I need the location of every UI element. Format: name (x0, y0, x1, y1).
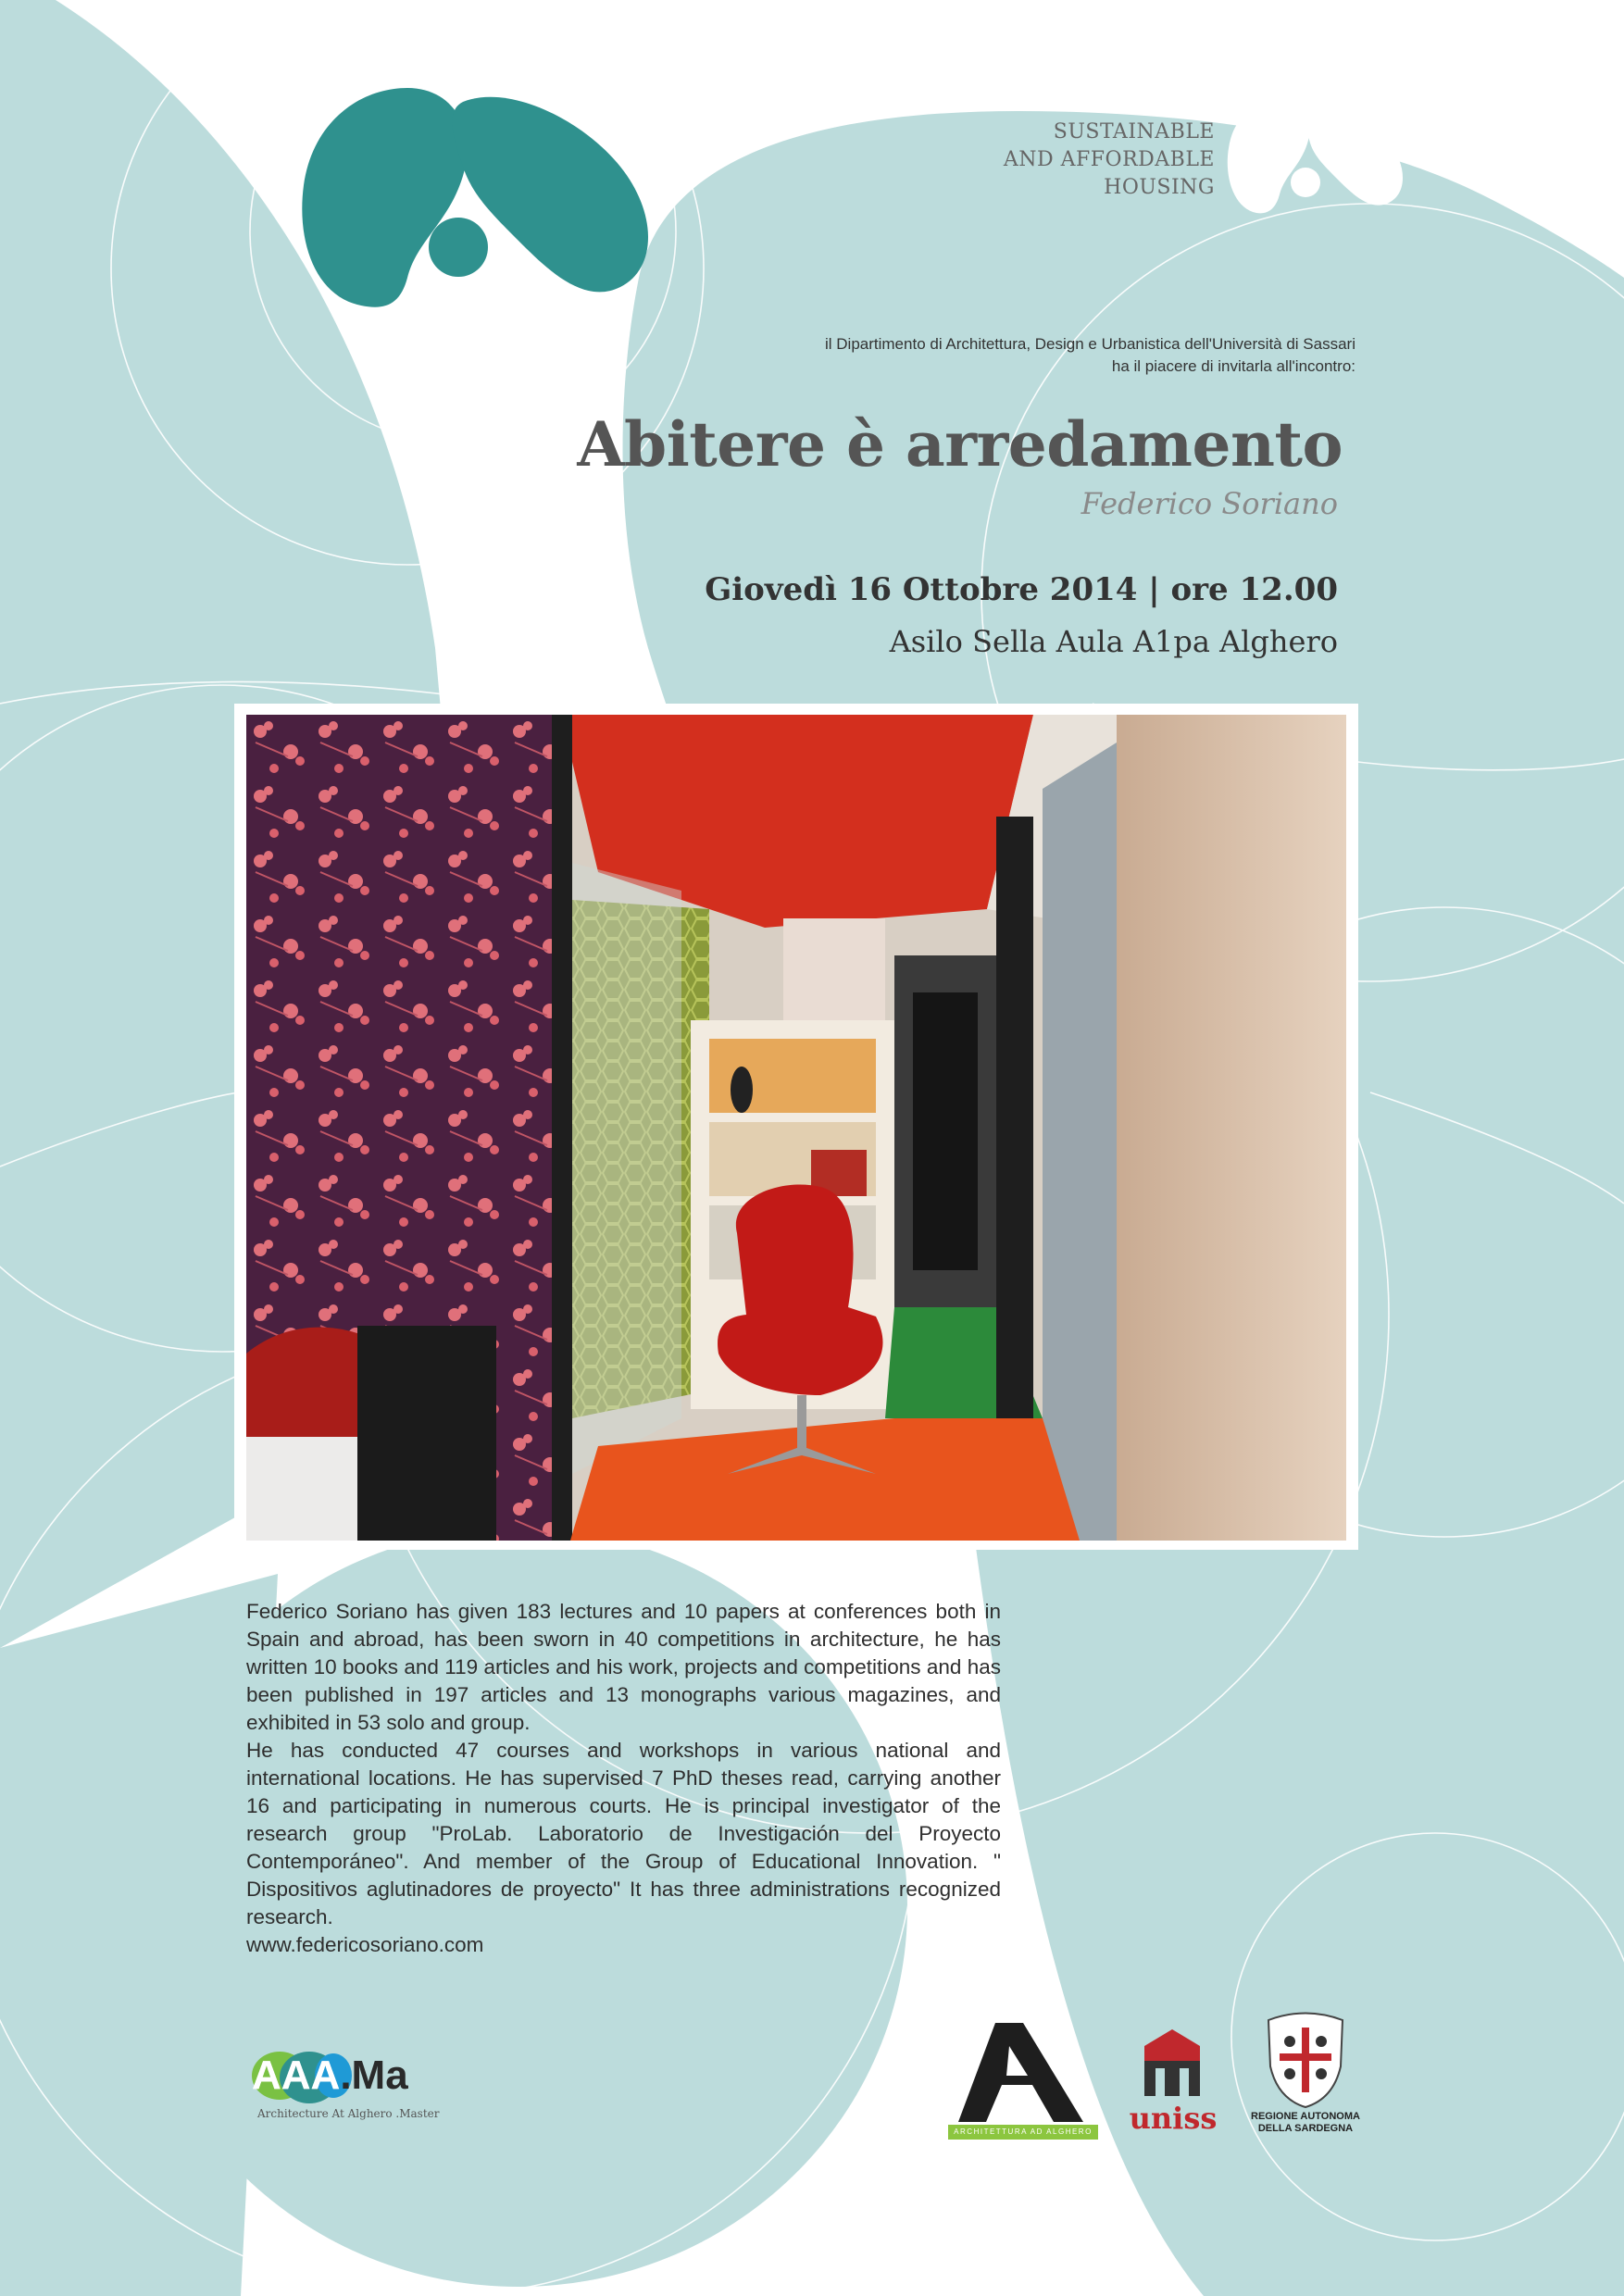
uniss-building-icon (1137, 2028, 1207, 2098)
bio-paragraph-1: Federico Soriano has given 183 lectures and 10 papers at conferences both in Spain and abroad, has been sworn in 40 competitions in architecture, he has written 10 books and 119 articles and his work, projects and competitions and has been published in 197 articles and 13 monographs various magazines, and exhibited in 53 solo and group. (246, 1600, 1001, 1734)
sardegna-crest-icon (1259, 2011, 1352, 2111)
architettura-alghero-label: ARCHITETTURA AD ALGHERO (948, 2125, 1098, 2140)
event-venue: Asilo Sella Aula A1pa Alghero (889, 624, 1338, 659)
interior-photo (246, 715, 1346, 1541)
bio-paragraph-2: He has conducted 47 courses and workshops in various national and international locations. He has supervised 7 PhD theses read, carrying another 16 and participating in numerous courts. He is principal investigator of the research group "ProLab. Laboratorio de Investigación del Proyecto Contemporáneo". And member of the Group of Educational Innovation. " Dispositivos aglutinadores de proyecto" It has three administrations recognized research. (246, 1739, 1001, 1928)
sardegna-line-1: REGIONE AUTONOMA (1251, 2111, 1360, 2122)
sah-logo-large (296, 83, 657, 315)
tagline-line-1: SUSTAINABLE (1053, 120, 1215, 144)
sardegna-line-2: DELLA SARDEGNA (1257, 2123, 1354, 2134)
architettura-alghero-logo (944, 2018, 1102, 2139)
speaker-bio (246, 1598, 1001, 1959)
aaama-wordmark (252, 2048, 408, 2103)
aaama-letters: AAA (252, 2053, 341, 2098)
sah-logo-small (1224, 97, 1405, 218)
intro-line-1: il Dipartimento di Architettura, Design e Urbanistica dell'Università di Sassari (825, 335, 1355, 353)
aaama-logo (252, 2048, 456, 2131)
bio-website: www.federicosoriano.com (246, 1933, 484, 1956)
sardegna-label (1231, 2111, 1380, 2135)
speaker-name: Federico Soriano (1081, 486, 1338, 521)
uniss-wordmark: uniss (1129, 2101, 1218, 2136)
event-title: Abitere è arredamento (577, 408, 1343, 480)
aaama-suffix: .Ma (340, 2053, 408, 2098)
intro-line-2: ha il piacere di invitarla all'incontro: (1111, 357, 1355, 375)
tagline-line-2: AND AFFORDABLE (1003, 148, 1215, 171)
event-date-time: Giovedì 16 Ottobre 2014 | ore 12.00 (705, 571, 1338, 608)
aaama-subtitle: Architecture At Alghero .Master (257, 2107, 440, 2120)
invitation-intro (648, 333, 1355, 378)
tagline-line-3: HOUSING (1104, 176, 1215, 199)
tagline (963, 119, 1215, 202)
